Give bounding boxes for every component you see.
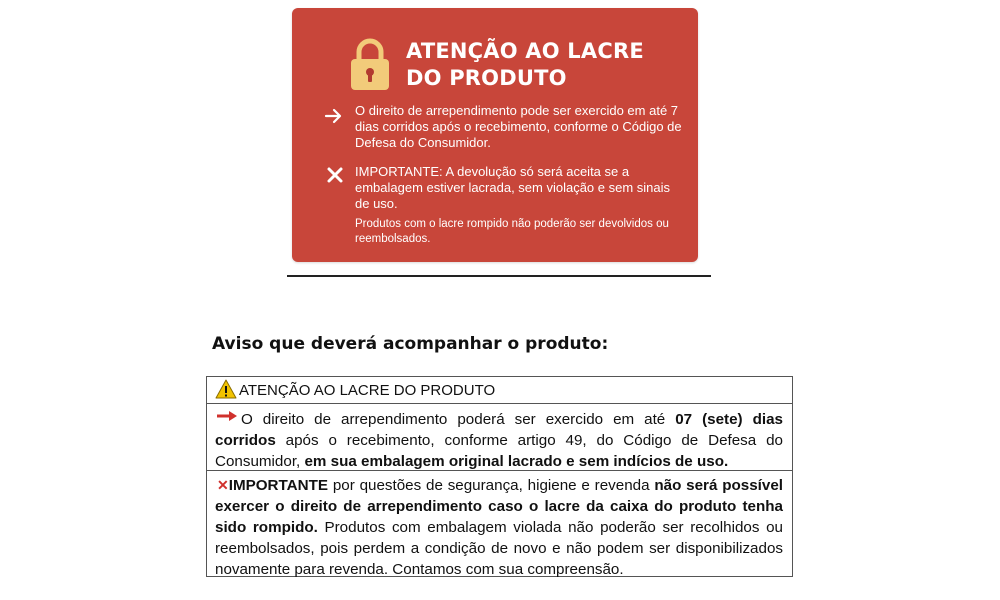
withdrawal-right-text: O direito de arrependimento pode ser exercido em até 7 dias corridos após o recebimento, conforme o Código de Defesa do Consumidor. [355, 103, 682, 150]
card-title-line-2: DO PRODUTO [406, 66, 567, 90]
red-x-icon: ✕ [217, 477, 229, 493]
x-icon [326, 166, 344, 184]
withdrawal-box [206, 403, 793, 471]
divider [287, 275, 711, 277]
seal-notice-card [292, 8, 698, 262]
card-title-line-1: ATENÇÃO AO LACRE [406, 39, 644, 63]
important-label: IMPORTANTE [355, 164, 440, 179]
notice-title: ATENÇÃO AO LACRE DO PRODUTO [239, 382, 496, 399]
notice-heading: Aviso que deverá acompanhar o produto: [212, 334, 609, 354]
arrow-right-icon [324, 108, 344, 124]
notice-title-box [206, 376, 793, 404]
withdrawal-text: O direito de arrependimento poderá ser exercido em até 07 (sete) dias corridos após o recebimento, conforme artigo 49, do Código de Defesa do Consumidor, em sua embalagem original lacrado e sem indícios de uso. [215, 411, 783, 470]
important-text [355, 164, 685, 212]
warning-icon [215, 379, 237, 399]
broken-seal-text: Produtos com o lacre rompido não poderão ser devolvidos ou reembolsados. [355, 218, 669, 245]
card-title [406, 38, 686, 92]
important-notice-text: ✕IMPORTANTE por questões de segurança, higiene e revenda não será possível exercer o direito de arrependimento caso o lacre da caixa do produto tenha sido rompido. Produtos com embalagem violada não poderão ser recolhidos ou reembolsados, pois perdem a condição de novo e não podem ser disponibilizados novamente para revenda. Contamos com sua compreensão. [215, 477, 784, 578]
important-box [206, 470, 793, 577]
lock-icon [350, 36, 390, 92]
important-body: : A devolução só será aceita se a embalagem estiver lacrada, sem violação e sem sinais de uso. [355, 164, 671, 211]
